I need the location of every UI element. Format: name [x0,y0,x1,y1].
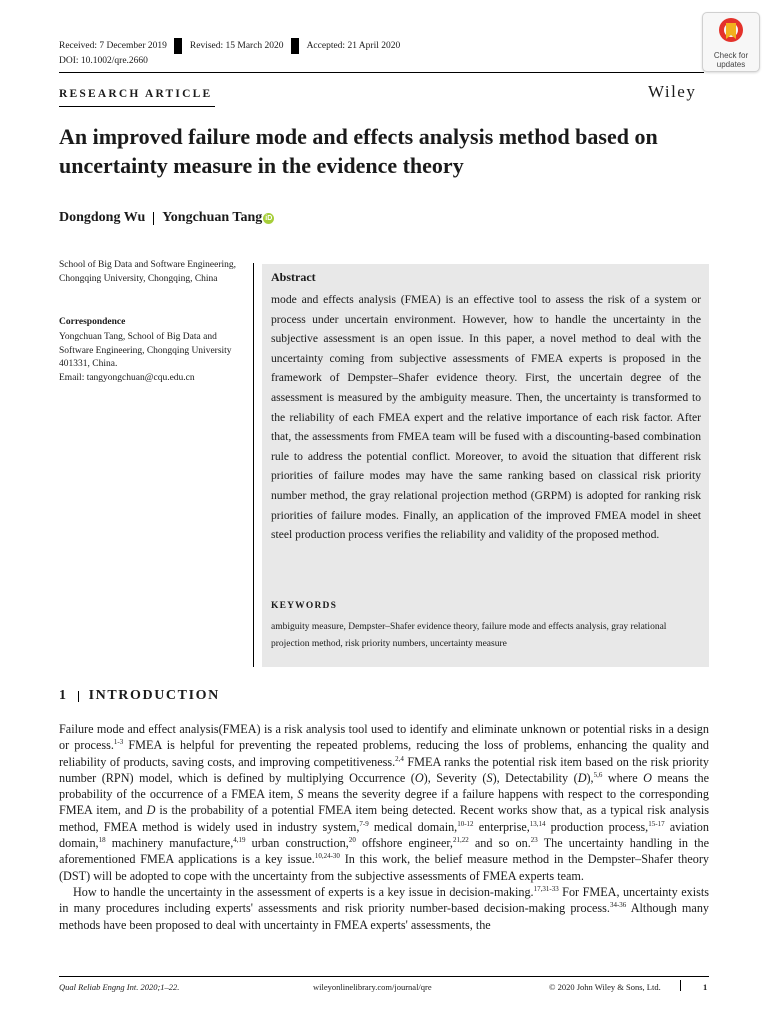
article-title: An improved failure mode and effects analysis method based on uncertainty measure in the evidence theory [59,124,658,178]
citation[interactable]: 18 [98,836,106,845]
section-title: INTRODUCTION [88,688,220,703]
article-type: RESEARCH ARTICLE [59,88,213,100]
affiliation: School of Big Data and Software Engineering, Chongqing University, Chongqing, China [59,260,237,284]
author-divider [153,212,154,225]
journal-url[interactable]: wileyonlinelibrary.com/journal/qre [313,982,432,992]
correspondence-heading: Correspondence [59,317,126,327]
check-for-updates-icon [718,17,744,49]
accepted-date: Accepted: 21 April 2020 [306,41,401,51]
abstract-heading: Abstract [271,270,316,284]
citation[interactable]: 21,22 [452,836,469,845]
history-divider [174,38,182,54]
abstract-text: mode and effects analysis (FMEA) is an effective tool to assess the risk of a system or process under uncertain environment. However, how to handle the uncertainty in the subjective assessment is an open issue. In this paper, a novel method to deal with the uncertainty coming from subjective assessments of FMEA experts is proposed in the framework of Dempster–Shafer evidence theory. First, the uncertain degree of the assessment is measured by the ambiguity measure. Then, the uncertainty is transformed to the reliability of each FMEA expert and the relative importance of each risk factor. After that, the assessments from FMEA team will be fused with a discounting-based combination rule to address the potential conflict. Moreover, to avoid the situation that different risk priorities of failure modes may have the same ranking based on classical risk priority number method, the gray relational projection method (GRPM) is adopted for ranking risk priorities of failure modes. Finally, an application of the improved FMEA model in sheet steel production process verifies the reliability and validity of the proposed method. [271,293,701,542]
article-type-underline [59,106,215,107]
author-name[interactable]: Yongchuan Tang [162,210,263,225]
section-heading [59,688,220,704]
correspondence-text: Yongchuan Tang, School of Big Data and Software Engineering, Chongqing University 401331, China. [59,332,232,369]
citation[interactable]: 10-12 [457,819,474,828]
keywords-heading: KEYWORDS [271,601,338,611]
page-number: 1 [703,982,708,992]
citation[interactable]: 34-36 [609,901,627,910]
history-divider [291,38,299,54]
check-for-updates-badge[interactable] [702,12,760,72]
header-rule [59,72,704,73]
revised-date: Revised: 15 March 2020 [189,41,284,51]
citation[interactable]: 7-9 [359,819,369,828]
keywords-text: ambiguity measure, Dempster–Shafer evidence theory, failure mode and effects analysis, gray relational projection method, risk priority numbers, uncertainty measure [271,622,667,649]
body-text [59,721,709,933]
citation[interactable]: 20 [348,836,356,845]
citation[interactable]: 4,19 [233,836,246,845]
paragraph: How to handle the uncertainty in the assessment of experts is a key issue in decision-making.$^{17,31-33}$ For FMEA, uncertainty exists in many procedures including experts' assessments and risk priority number-based decision-making process.$^{34-36}$ Although many methods have been proposed to deal with uncertainty in FMEA experts' assessments, the [59,884,710,932]
received-date: Received: 7 December 2019 [59,41,167,51]
citation[interactable]: 13,14 [529,819,546,828]
citation[interactable]: 15-17 [648,819,665,828]
footer-rule [59,976,709,977]
column-divider [253,263,254,667]
citation[interactable]: 5,6 [593,770,603,779]
author-list [59,210,274,226]
doi: DOI: 10.1002/qre.2660 [59,56,148,66]
orcid-icon[interactable]: iD [265,214,273,222]
citation[interactable]: 10,24-30 [314,852,340,861]
citation[interactable]: 1-3 [113,738,124,747]
publisher-logo: Wiley [648,82,697,101]
copyright: © 2020 John Wiley & Sons, Ltd. [549,982,661,992]
footer-divider [680,980,681,991]
correspondence-block [59,331,244,385]
correspondence-email[interactable]: Email: tangyongchuan@cqu.edu.cn [59,372,195,383]
author-name[interactable]: Dongdong Wu [59,210,146,225]
citation[interactable]: 17,31-33 [533,884,559,893]
check-for-updates-text: Check for updates [713,51,749,69]
citation[interactable]: 23 [530,836,538,845]
section-divider [78,691,79,702]
paragraph: Failure mode and effect analysis(FMEA) is a risk analysis tool used to identify and eliminate unknown or potential risks in a design or process.$^{1-3}$ FMEA is helpful for preventing the repeated problems, reducing the loss of problems, enhancing the quality and reliability of products, saving costs, and improving competitiveness.$^{2,4}$ FMEA ranks the potential risk item based on the risk priority number (RPN) model, which is defined by multiplying Occurrence (O), Severity (S), Detectability (D),$^{5,6}$ where O means the probability of the occurrence of a FMEA item, S means the severity degree if a failure happens with respect to the corresponding FMEA item, and D is the probability of a potential FMEA item being detected. Recent works show that, as a typical risk analysis method, FMEA method is widely used in industry system,$^{7-9}$ medical domain,$^{10-12}$ enterprise,$^{13,14}$ production process,$^{15-17}$ aviation domain,$^{18}$ machinery manufacture,$^{4,19}$ urban construction,$^{20}$ offshore engineer,$^{21,22}$ and so on.$^{23}$ The uncertainty handling in the aforementioned FMEA applications is a key issue.$^{10,24-30}$ In this work, the belief measure method in the Dempster–Shafer theory (DST) will be adopted to cope with the uncertainty from the subjective assessments of FMEA experts team. [59,722,710,883]
section-number: 1 [59,688,68,703]
journal-citation: Qual Reliab Engng Int. 2020;1–22. [59,982,180,992]
publication-history [59,38,407,54]
citation[interactable]: 2,4 [395,754,404,763]
